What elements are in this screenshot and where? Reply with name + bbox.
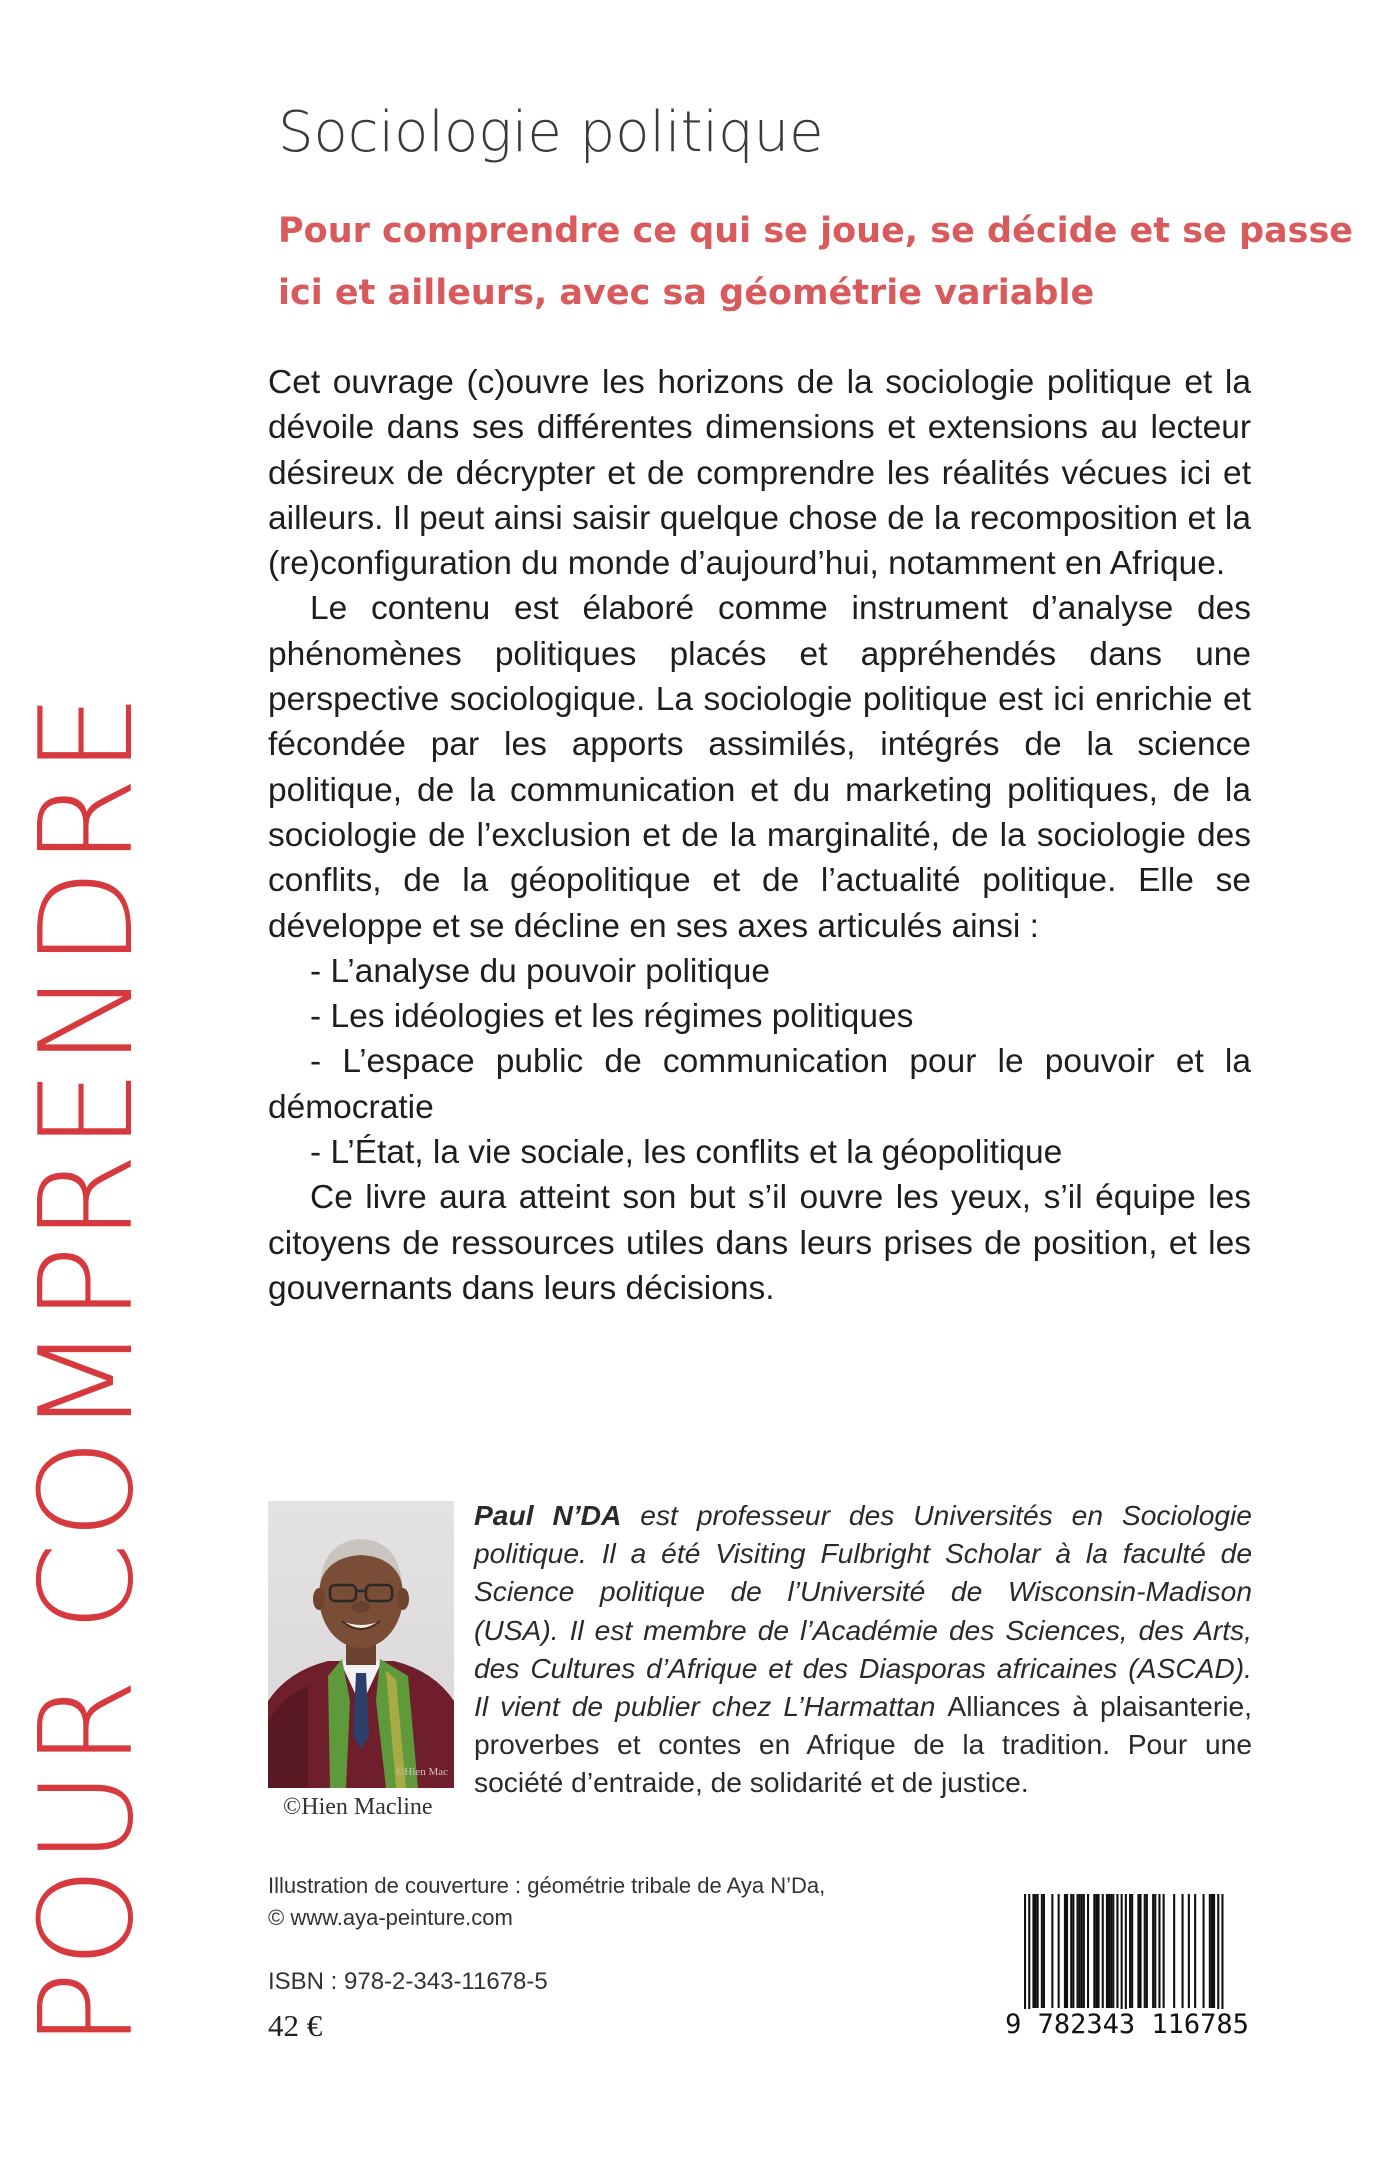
barcode-bar — [1110, 1894, 1112, 2008]
barcode-bar — [1182, 1894, 1184, 2008]
barcode-bar — [1070, 1894, 1072, 2008]
credit-line: Illustration de couverture : géométrie tribale de Aya N’Da, — [268, 1873, 826, 1898]
isbn: ISBN : 978-2-343-11678-5 — [268, 1968, 548, 1995]
barcode-digits: 9 782343 116785 — [1002, 2009, 1252, 2041]
barcode-bar — [1028, 1894, 1030, 2026]
barcode-bar — [1083, 1894, 1085, 2008]
barcode-bar — [1106, 1894, 1108, 2008]
body-paragraph-3: Ce livre aura atteint son but s’il ouvre les yeux, s’il équipe les citoyens de ressources utiles dans leurs prises de position, et les gouvernants dans leurs décisions. — [268, 1179, 1251, 1307]
body-paragraph-1: Cet ouvrage (c)ouvre les horizons de la sociologie politique et la dévoile dans ses différentes dimensions et extensions au lecteur désireux de décrypter et de comprendre les réalités vécues ici et ailleurs. Il peut ainsi saisir quelque chose de la recomposition et la (re)configuration du monde d’aujourd’hui, notamment en Afrique. — [268, 364, 1251, 583]
barcode-bar — [1173, 1894, 1175, 2008]
barcode-bar — [1079, 1894, 1081, 2008]
spine-series-title: POUR COMPRENDRE — [13, 690, 162, 2048]
axis-list-item: - L’analyse du pouvoir politique — [310, 952, 771, 990]
barcode-bar — [1188, 1894, 1190, 2008]
barcode-bar — [1152, 1894, 1154, 2008]
back-cover-text — [268, 360, 1251, 1311]
barcode-bar — [1158, 1894, 1160, 2008]
body-paragraph-2: Le contenu est élaboré comme instrument d’analyse des phénomènes politiques placés et appréhendés dans une perspective sociologique. La sociologie politique est ici enrichie et fécondée par les apports assimilés, intégrés de la science politique, de la communication et du marketing politiques, de la sociologie de l’exclusion et de la marginalité, de la sociologie des conflits, de la géopolitique et de l’actualité politique. Elle se développe et se décline en ses axes articulés ainsi : — [268, 590, 1251, 945]
barcode-bar — [1217, 1894, 1219, 2026]
barcode-bar — [1194, 1894, 1196, 2008]
price: 42 € — [268, 2008, 323, 2043]
barcode-bar — [1087, 1894, 1089, 2008]
barcode-bar — [1129, 1894, 1131, 2008]
axis-list-item: - Les idéologies et les régimes politiques — [310, 998, 914, 1036]
barcode-bar — [1144, 1894, 1146, 2008]
barcode-bar — [1024, 1894, 1026, 2026]
barcode-bar — [1035, 1894, 1037, 2008]
barcode-bar — [1154, 1894, 1156, 2008]
barcode-bar — [1041, 1894, 1043, 2008]
axis-list-item: - L’État, la vie sociale, les conflits et la géopolitique — [310, 1134, 1063, 1172]
barcode-bar — [1051, 1894, 1053, 2008]
barcode-bar — [1112, 1894, 1114, 2008]
author-photo — [268, 1501, 454, 1788]
recent-book-title: Alliances à plaisanterie, proverbes et contes en Afrique de la tradition. Pour une société d’entraide, de solidarité et de justice. — [474, 1690, 1252, 1799]
barcode-bar — [1137, 1894, 1139, 2008]
barcode-bar — [1098, 1894, 1100, 2008]
barcode-bar — [1121, 1894, 1123, 2026]
barcode-bar — [1209, 1894, 1211, 2008]
photo-watermark: ©Hien Mac — [395, 1766, 448, 1778]
barcode-bar — [1146, 1894, 1148, 2008]
barcode-bar — [1203, 1894, 1205, 2008]
barcode-bar — [1140, 1894, 1142, 2008]
barcode-bar — [1095, 1894, 1097, 2008]
barcode-bar — [1221, 1894, 1223, 2026]
barcode-bar — [1037, 1894, 1039, 2008]
author-name: Paul N’DA — [474, 1499, 622, 1531]
barcode-bar — [1072, 1894, 1074, 2008]
subtitle-line: Pour comprendre ce qui se joue, se décide et se passe — [278, 211, 1354, 251]
barcode-bar — [1102, 1894, 1104, 2008]
barcode-bar — [1081, 1894, 1083, 2008]
author-bio-text: est professeur des Universités en Sociologie politique. Il a été Visiting Fulbright Scholar à la faculté de Science politique de l’Université de Wisconsin-Madison (USA). Il est membre de l’Académie des Sciences, des Arts, des Cultures d’Afrique et des Diasporas africaines (ASCAD). Il vient de publier chez L’Harmattan — [474, 1499, 1252, 1723]
barcode-bar — [1211, 1894, 1213, 2008]
barcode-bar — [1058, 1894, 1060, 2008]
author-bio — [474, 1496, 1252, 1802]
barcode-bar — [1125, 1894, 1127, 2026]
barcode-bar — [1032, 1894, 1034, 2008]
cover-illustration-credits — [268, 1870, 825, 1934]
barcode-bar — [1116, 1894, 1118, 2008]
credit-website: © www.aya-peinture.com — [268, 1905, 513, 1930]
barcode-bar — [1213, 1894, 1215, 2008]
barcode-bar — [1043, 1894, 1045, 2008]
barcode-bar — [1131, 1894, 1133, 2008]
axis-list-item: - L’espace public de communication pour le pouvoir et la démocratie — [268, 1043, 1251, 1126]
subtitle — [278, 200, 1354, 324]
barcode-bar — [1108, 1894, 1110, 2008]
barcode-bar — [1163, 1894, 1165, 2008]
author-portrait-illustration — [268, 1501, 454, 1788]
series-title: Sociologie politique — [278, 100, 824, 165]
photo-caption: ©Hien Macline — [283, 1794, 433, 1820]
barcode-bar — [1064, 1894, 1066, 2008]
barcode-bar — [1093, 1894, 1095, 2008]
subtitle-line: ici et ailleurs, avec sa géométrie variable — [278, 273, 1095, 313]
barcode-bar — [1066, 1894, 1068, 2008]
barcode-bar — [1077, 1894, 1079, 2008]
